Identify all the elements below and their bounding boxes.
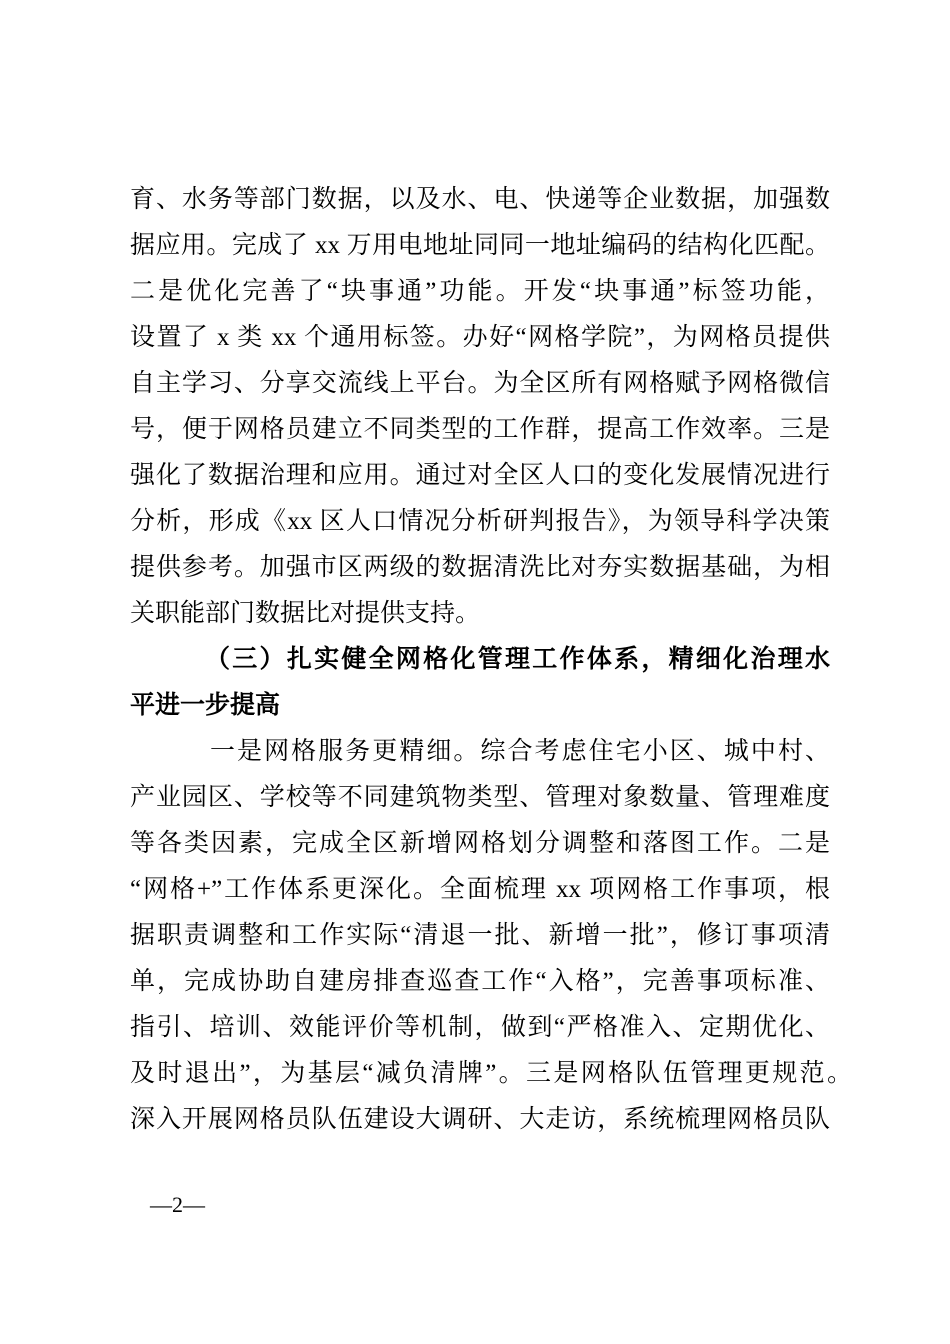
p2-line-8: 及时退出”，为基层“减负清牌”。三是网格队伍管理更规范。 <box>130 1060 852 1087</box>
p1-line-2: 据应用。完成了 xx 万用电地址同同一地址编码的结构化匹配。 <box>130 232 830 259</box>
p2-line-3: 等各类因素，完成全区新增网格划分调整和落图工作。二是 <box>130 830 830 857</box>
paragraph-2 <box>130 729 852 1143</box>
p2-line-6: 单，完成协助自建房排查巡查工作“入格”，完善事项标准、 <box>130 968 830 995</box>
p1-line-6: 号，便于网格员建立不同类型的工作群，提高工作效率。三是 <box>130 416 830 443</box>
page-number-footer: —2— <box>150 1192 205 1217</box>
p2-line-4: “网格+”工作体系更深化。全面梳理 xx 项网格工作事项，根 <box>130 876 830 903</box>
p2-line-5: 据职责调整和工作实际“清退一批、新增一批”，修订事项清 <box>130 922 830 949</box>
p2-line-9: 深入开展网格员队伍建设大调研、大走访，系统梳理网格员队 <box>130 1106 830 1133</box>
heading-line-1: （三）扎实健全网格化管理工作体系，精细化治理水 <box>205 646 830 673</box>
p1-line-1: 育、水务等部门数据，以及水、电、快递等企业数据，加强数 <box>130 186 830 213</box>
p1-line-4: 设置了 x 类 xx 个通用标签。办好“网格学院”，为网格员提供 <box>130 324 830 351</box>
document-body <box>130 177 852 1143</box>
p2-line-2: 产业园区、学校等不同建筑物类型、管理对象数量、管理难度 <box>130 784 830 811</box>
p1-line-10: 关职能部门数据比对提供支持。 <box>130 600 481 627</box>
p1-line-7: 强化了数据治理和应用。通过对全区人口的变化发展情况进行 <box>130 462 830 489</box>
p2-line-7: 指引、培训、效能评价等机制，做到“严格准入、定期优化、 <box>130 1014 830 1041</box>
p1-line-5: 自主学习、分享交流线上平台。为全区所有网格赋予网格微信 <box>130 370 830 397</box>
p2-line-1: 一是网格服务更精细。综合考虑住宅小区、城中村、 <box>210 738 830 765</box>
p1-line-9: 提供参考。加强市区两级的数据清洗比对夯实数据基础，为相 <box>130 554 830 581</box>
heading-line-2: 平进一步提高 <box>130 692 281 719</box>
p1-line-8: 分析，形成《xx 区人口情况分析研判报告》，为领导科学决策 <box>130 508 830 535</box>
p1-line-3: 二是优化完善了“块事通”功能。开发“块事通”标签功能， <box>130 278 830 305</box>
section-heading-3 <box>130 637 830 729</box>
paragraph-1 <box>130 177 830 637</box>
